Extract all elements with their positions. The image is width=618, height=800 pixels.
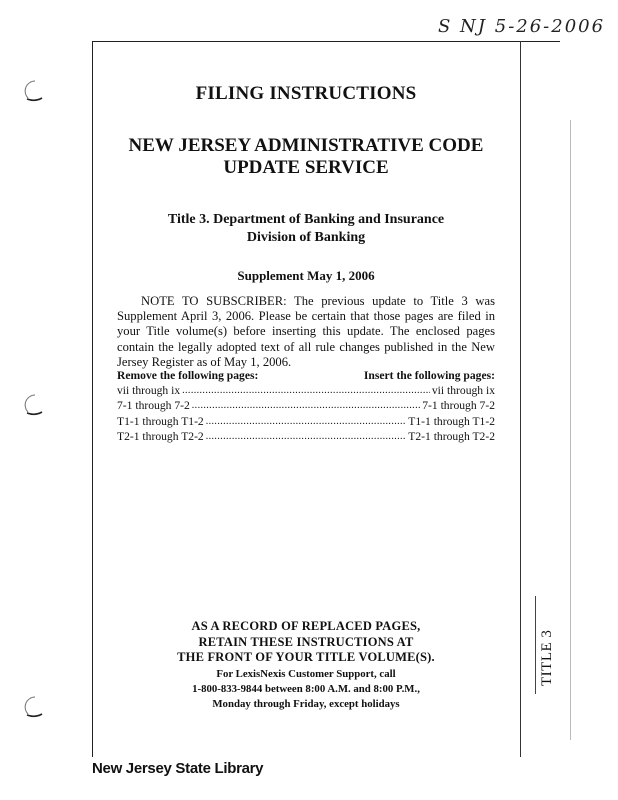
insert-pages: T2-1 through T2-2 bbox=[408, 429, 495, 443]
insert-pages: 7-1 through 7-2 bbox=[422, 399, 495, 413]
dot-leader bbox=[206, 414, 407, 429]
table-row bbox=[117, 398, 495, 413]
record-notice-line2: RETAIN THESE INSTRUCTIONS AT bbox=[198, 634, 414, 649]
punch-hole-icon bbox=[22, 78, 48, 104]
support-line2: 1-800-833-9844 between 8:00 A.M. and 8:00 P.M., bbox=[192, 683, 420, 696]
handwritten-annotation: S NJ 5-26-2006 bbox=[438, 16, 606, 37]
title-info-line2: Division of Banking bbox=[246, 230, 366, 245]
service-title bbox=[100, 135, 512, 179]
tab-label bbox=[536, 598, 566, 688]
customer-support bbox=[100, 667, 512, 713]
dot-leader bbox=[206, 429, 407, 444]
support-line3: Monday through Friday, except holidays bbox=[212, 698, 400, 711]
punch-hole-icon bbox=[22, 392, 48, 418]
table-row bbox=[117, 383, 495, 398]
insert-header: Insert the following pages: bbox=[363, 369, 495, 382]
supplement-date: Supplement May 1, 2006 bbox=[237, 268, 375, 283]
service-title-line1: NEW JERSEY ADMINISTRATIVE CODE bbox=[128, 135, 484, 156]
dot-leader bbox=[192, 398, 420, 413]
tab-edge-line bbox=[570, 120, 571, 740]
punch-hole-icon bbox=[22, 694, 48, 720]
page-replacement-table bbox=[117, 369, 495, 444]
support-line1: For LexisNexis Customer Support, call bbox=[216, 668, 396, 680]
table-header bbox=[117, 369, 495, 383]
record-notice-line1: AS A RECORD OF REPLACED PAGES, bbox=[191, 619, 421, 633]
remove-header: Remove the following pages: bbox=[117, 369, 259, 382]
tab-divider-line bbox=[520, 41, 521, 757]
page-title: FILING INSTRUCTIONS bbox=[195, 83, 417, 104]
remove-pages: vii through ix bbox=[117, 384, 181, 398]
remove-pages: T1-1 through T1-2 bbox=[117, 414, 204, 428]
library-footer: New Jersey State Library bbox=[92, 760, 264, 777]
record-notice bbox=[100, 619, 512, 666]
remove-pages: T2-1 through T2-2 bbox=[117, 429, 204, 443]
title-info bbox=[100, 211, 512, 247]
insert-pages: T1-1 through T1-2 bbox=[408, 414, 495, 428]
remove-pages: 7-1 through 7-2 bbox=[117, 399, 190, 413]
record-notice-line3: THE FRONT OF YOUR TITLE VOLUME(S). bbox=[177, 650, 435, 665]
title-info-line1: Title 3. Department of Banking and Insurance bbox=[167, 212, 445, 227]
insert-pages: vii through ix bbox=[431, 384, 495, 398]
dot-leader bbox=[182, 383, 430, 398]
table-row bbox=[117, 414, 495, 429]
service-title-line2: UPDATE SERVICE bbox=[223, 157, 389, 178]
table-row bbox=[117, 429, 495, 444]
note-to-subscriber: NOTE TO SUBSCRIBER: The previous update to Title 3 was Supplement April 3, 2006. Please be certain that those pages are filed in your Title volume(s) before inserting this update. The enclosed pages contain the legally adopted text of all rule changes published in the New Jersey Register as of May 1, 2006. bbox=[117, 294, 495, 369]
tab-label-text: TITLE 3 bbox=[539, 629, 555, 686]
